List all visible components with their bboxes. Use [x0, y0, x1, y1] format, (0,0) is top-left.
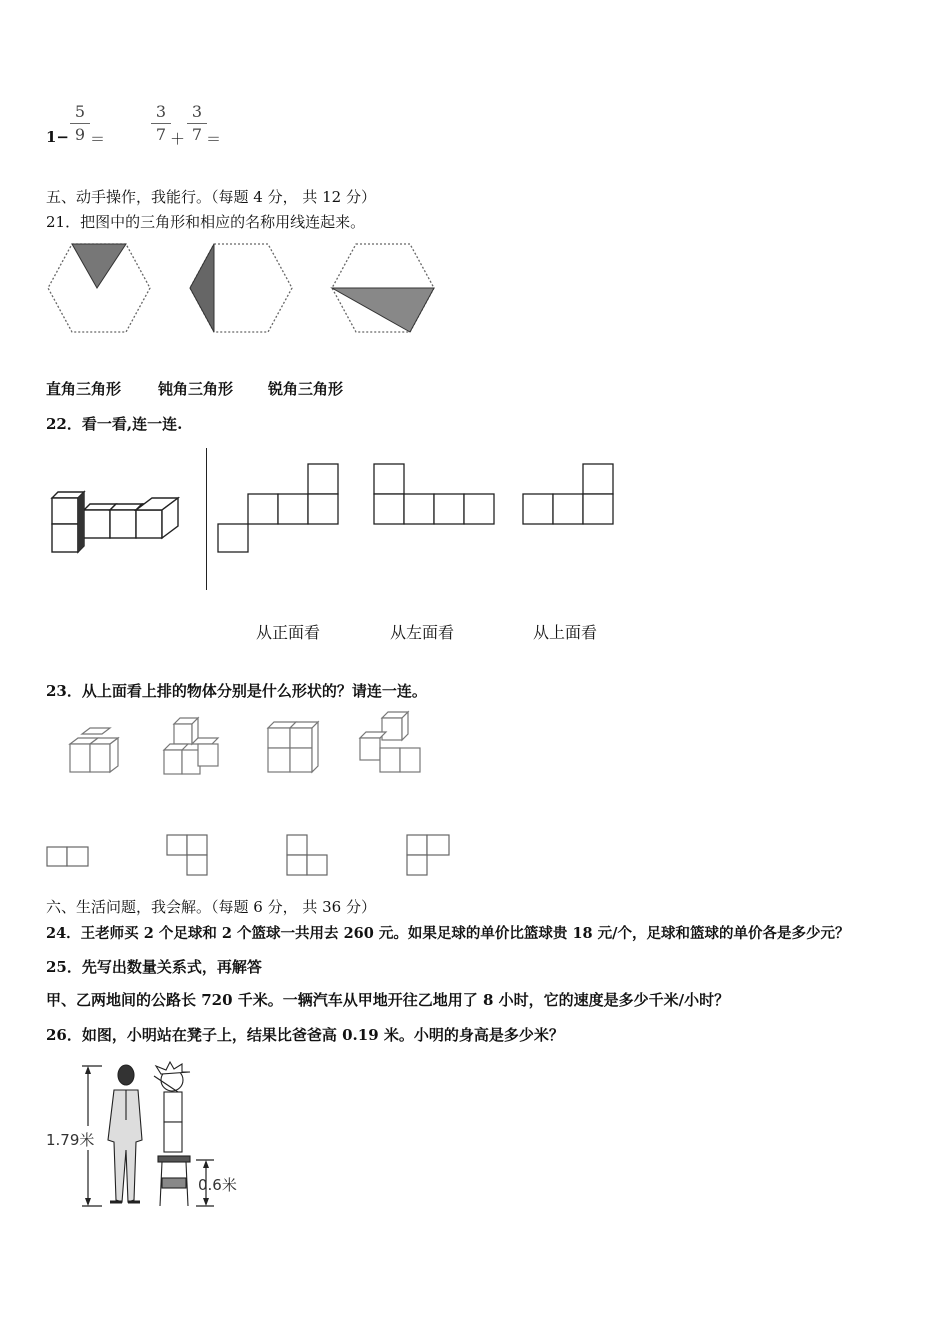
- triangle-label-obtuse: 钝角三角形: [158, 380, 234, 398]
- view-label-top: 从上面看: [533, 623, 598, 642]
- object-2: [162, 716, 224, 778]
- hexagon-1: [44, 240, 154, 336]
- denominator: 9: [74, 125, 86, 144]
- top-view-2: [166, 834, 210, 878]
- height-label-father: 1.79米: [46, 1131, 95, 1149]
- section5-title: 五、动手操作，我能行。（每题 4 分， 共 12 分）: [46, 188, 376, 206]
- view-figure-3: [522, 462, 616, 526]
- object-4: [358, 710, 424, 776]
- expr1-lead: 1−: [46, 128, 70, 146]
- divider-line: [206, 448, 207, 590]
- q21-text: 21．把图中的三角形和相应的名称用线连起来。: [46, 213, 366, 231]
- view-label-front: 从正面看: [256, 623, 321, 642]
- hexagon-3: [328, 240, 438, 336]
- height-label-stool: 0.6米: [198, 1176, 237, 1194]
- expr1-equals: ＝: [90, 130, 106, 148]
- fraction-3-7-b: [187, 102, 207, 145]
- top-view-1: [46, 846, 90, 868]
- q23-text: 23．从上面看上排的物体分别是什么形状的？请连一连。: [46, 682, 427, 700]
- numerator: 3: [191, 102, 203, 121]
- triangle-label-right: 直角三角形: [46, 380, 122, 398]
- shaded-triangle: [190, 244, 214, 332]
- view-figure-1: [218, 462, 342, 554]
- view-label-left: 从左面看: [390, 623, 455, 642]
- expr2-plus: ＋: [170, 130, 186, 148]
- triangle-label-acute: 锐角三角形: [268, 380, 344, 398]
- hexagon-2: [186, 240, 296, 336]
- q25-heading: 25．先写出数量关系式，再解答: [46, 958, 262, 976]
- top-view-4: [406, 834, 452, 878]
- fraction-3-7-a: [151, 102, 171, 145]
- expr2-equals: ＝: [206, 130, 222, 148]
- denominator: 7: [191, 125, 203, 144]
- top-view-3: [286, 834, 330, 878]
- q24-text: 24．王老师买 2 个足球和 2 个篮球一共用去 260 元。如果足球的单价比篮球贵 18 元/个，足球和篮球的单价各是多少元？: [46, 925, 850, 942]
- cube-solid-figure: [48, 490, 188, 556]
- q22-text: 22．看一看,连一连.: [46, 415, 183, 433]
- numerator: 5: [74, 102, 86, 121]
- section6-title: 六、生活问题，我会解。（每题 6 分， 共 36 分）: [46, 898, 376, 916]
- q25-text: 甲、乙两地间的公路长 720 千米。一辆汽车从甲地开往乙地用了 8 小时，它的速度是多少千米/小时？: [46, 991, 730, 1009]
- numerator: 3: [155, 102, 167, 121]
- fraction-5-9: [70, 102, 90, 145]
- object-1: [68, 730, 124, 776]
- shaded-triangle: [72, 244, 126, 288]
- denominator: 7: [155, 125, 167, 144]
- view-figure-2: [373, 462, 497, 526]
- object-3: [264, 718, 322, 776]
- shaded-triangle: [332, 288, 434, 332]
- q26-text: 26．如图，小明站在凳子上，结果比爸爸高 0.19 米。小明的身高是多少米？: [46, 1026, 564, 1044]
